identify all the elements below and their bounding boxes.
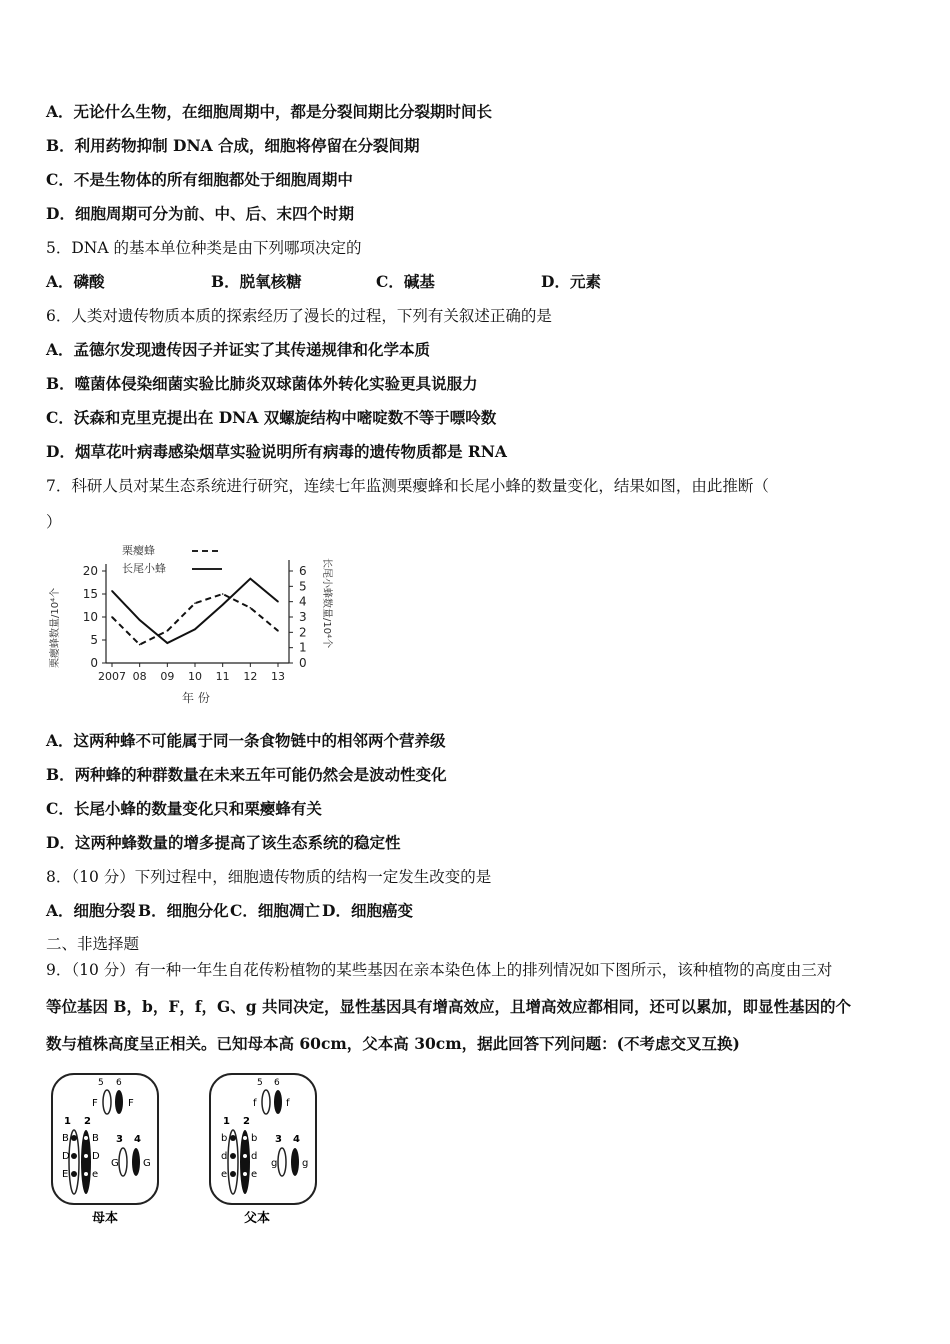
left-tick-label: 20 [82,564,98,578]
left-tick-label: 5 [90,633,98,647]
mother-locus-d1 [71,1153,77,1159]
right-tick-label: 6 [299,564,307,578]
q5-option-a: A．磷酸 [46,272,105,291]
right-tick-label: 5 [299,579,307,594]
data-point [277,630,279,632]
legend-label-solid: 长尾小蜂 [122,562,166,575]
q4-option-d: D．细胞周期可分为前、中、后、末四个时期 [46,204,354,223]
right-tick-label: 1 [299,640,307,655]
mother-chromosome-6 [115,1090,123,1114]
mother-gene-d2: D [92,1151,100,1162]
left-tick-label: 10 [82,610,98,624]
data-point [222,604,224,606]
father-locus-d2 [243,1154,247,1158]
father-gene-f6: f [286,1098,290,1109]
x-tick-label: 2007 [98,670,126,683]
x-tick-label: 13 [271,670,285,683]
section-title: 二、非选择题 [46,935,140,953]
q4-option-b: B．利用药物抑制 DNA 合成，细胞将停留在分裂间期 [46,136,420,155]
data-point [222,593,224,595]
mother-locus-e2 [84,1172,88,1176]
x-tick-label: 12 [243,670,258,683]
legend-label-dashed: 栗瘿蜂 [122,544,155,557]
father-caption: 父本 [244,1211,271,1226]
q8-stem: 8．（10 分）下列过程中，细胞遗传物质的结构一定发生改变的是 [46,868,492,886]
right-tick-label: 2 [299,625,307,640]
chromosome-figure [46,1070,336,1230]
q5-option-d: D．元素 [541,272,601,291]
q7-option-a: A．这两种蜂不可能属于同一条食物链中的相邻两个营养级 [46,731,446,750]
q7-option-d: D．这两种蜂数量的增多提高了该生态系统的稳定性 [46,833,401,852]
mother-locus-d2 [84,1154,88,1158]
data-point [111,590,113,592]
father-num-6: 6 [274,1078,280,1088]
father-chromosome-5 [262,1090,270,1114]
q8-option-a: A．细胞分裂 [46,901,136,920]
father-gene-b2: b [251,1133,258,1144]
q6-option-b: B．噬菌体侵染细菌实验比肺炎双球菌体外转化实验更具说服力 [46,374,478,393]
q8-option-b: B．细胞分化 [138,901,229,920]
q7-stem-line1: 7．科研人员对某生态系统进行研究，连续七年监测栗瘿蜂和长尾小蜂的数量变化，结果如图，由此推断（ [46,477,769,495]
data-point [250,578,252,580]
mother-locus-b1 [71,1135,77,1141]
data-point [167,642,169,644]
mother-num-6: 6 [116,1078,122,1088]
father-num-1: 1 [223,1116,230,1127]
left-tick-label: 0 [90,656,98,670]
mother-cell [52,1074,158,1226]
right-tick-label: 4 [299,594,307,609]
father-num-2: 2 [243,1116,250,1127]
mother-caption: 母本 [92,1211,119,1226]
q6-option-d: D．烟草花叶病毒感染烟草实验说明所有病毒的遗传物质都是 RNA [46,442,507,461]
data-point [194,628,196,630]
q9-line2: 等位基因 B，b，F，f，G、g 共同决定，显性基因具有增高效应，且增高效应都相同，还可以累加，即显性基因的个 [46,997,851,1016]
q8-options [46,901,413,921]
father-num-5: 5 [257,1078,263,1088]
mother-chromosome-5 [103,1090,111,1114]
data-point [250,607,252,609]
chart-marks [83,564,307,683]
data-point [111,616,113,618]
q6-stem: 6．人类对遗传物质本质的探索经历了漫长的过程，下列有关叙述正确的是 [46,307,552,325]
mother-locus-e1 [71,1171,77,1177]
q4-option-a: A．无论什么生物，在细胞周期中，都是分裂间期比分裂期时间长 [46,102,493,121]
q7-stem-line2: ） [46,513,62,531]
father-gene-g3: g [271,1158,278,1169]
mother-num-3: 3 [116,1134,123,1145]
father-gene-e1: e [221,1169,228,1180]
data-point [194,602,196,604]
father-gene-g4: g [302,1158,309,1169]
q6-option-c: C．沃森和克里克提出在 DNA 双螺旋结构中嘧啶数不等于嘌呤数 [46,408,497,427]
q8-option-c: C．细胞凋亡 [230,901,320,920]
father-chromosome-4 [291,1148,299,1176]
mother-locus-b2 [84,1136,88,1140]
q7-option-b: B．两种蜂的种群数量在未来五年可能仍然会是波动性变化 [46,765,447,784]
mother-num-2: 2 [84,1116,91,1127]
mother-chromosome-3 [119,1148,127,1176]
mother-gene-g3: G [111,1158,119,1169]
q5-option-b: B．脱氧核糖 [211,272,302,291]
father-chromosome-3 [278,1148,286,1176]
mother-gene-e2: e [92,1169,99,1180]
father-cell [210,1074,316,1226]
q9-line3: 数与植株高度呈正相关。已知母本高 60cm，父本高 30cm，据此回答下列问题：(不考虑交叉互换) [46,1034,740,1053]
q4-option-c: C．不是生物体的所有细胞都处于细胞周期中 [46,170,353,189]
father-gene-e2: e [251,1169,258,1180]
q9-line1: 9．（10 分）有一种一年生自花传粉植物的某些基因在亲本染色体上的排列情况如下图所示，该种植物的高度由三对 [46,961,833,979]
mother-num-1: 1 [64,1116,71,1127]
father-gene-d1: d [221,1151,228,1162]
q5-option-c: C．碱基 [376,272,435,291]
father-num-3: 3 [275,1134,282,1145]
q6-option-a: A．孟德尔发现遗传因子并证实了其传递规律和化学本质 [46,340,431,359]
father-num-4: 4 [293,1134,300,1145]
father-locus-d1 [230,1153,236,1159]
mother-gene-b2: B [92,1133,99,1144]
mother-num-5: 5 [98,1078,104,1088]
father-chromosome-6 [274,1090,282,1114]
data-point [139,644,141,646]
x-axis-title: 年 份 [182,691,210,705]
chart-svg [44,540,344,710]
father-gene-d2: d [251,1151,258,1162]
father-locus-b1 [230,1135,236,1141]
q8-option-d: D．细胞癌变 [322,901,413,920]
father-gene-b1: b [221,1133,228,1144]
x-tick-label: 11 [215,670,230,683]
father-locus-e1 [230,1171,236,1177]
mother-num-4: 4 [134,1134,141,1145]
data-point [139,619,141,621]
x-tick-label: 09 [160,670,175,683]
chromosome-svg [46,1070,336,1230]
x-tick-label: 08 [132,670,147,683]
mother-gene-f5: F [92,1098,98,1109]
x-tick-label: 10 [188,670,202,683]
q5-options [46,272,601,292]
mother-gene-g4: G [143,1158,151,1169]
mother-gene-e1: E [62,1169,69,1180]
q5-stem: 5．DNA 的基本单位种类是由下列哪项决定的 [46,239,362,257]
father-locus-e2 [243,1172,247,1176]
mother-gene-b1: B [62,1133,69,1144]
q7-option-c: C．长尾小蜂的数量变化只和栗瘿蜂有关 [46,799,322,818]
right-axis-title: 长尾小蜂数量/10⁴个 [321,558,332,649]
bee-population-chart [44,540,344,710]
father-gene-f5: f [253,1098,257,1109]
left-axis-title: 栗瘿蜂数量/10⁴个 [50,587,61,668]
right-tick-label: 3 [299,610,307,624]
data-point [277,601,279,603]
left-tick-label: 15 [82,587,98,601]
mother-chromosome-4 [132,1148,140,1176]
mother-gene-d1: D [62,1151,70,1162]
father-locus-b2 [243,1136,247,1140]
mother-gene-f6: F [128,1098,134,1109]
right-tick-label: 0 [299,656,307,670]
data-point [167,630,169,632]
series-line-dashed [112,594,278,645]
